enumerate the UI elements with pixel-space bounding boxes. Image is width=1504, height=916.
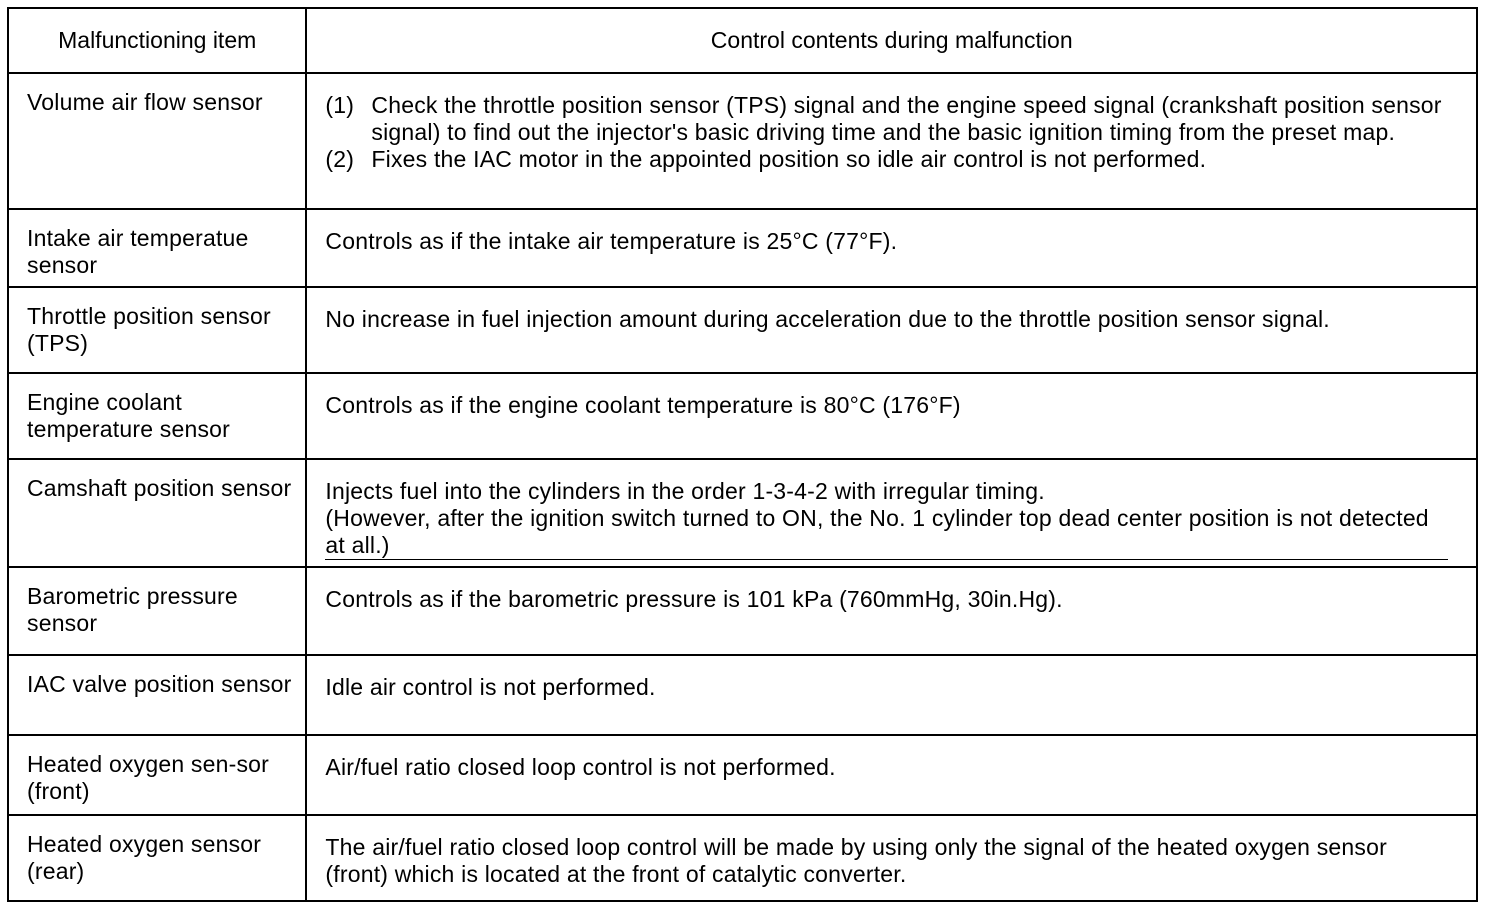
item-cell: Heated oxygen sensor (rear) <box>8 815 306 901</box>
table-row <box>8 287 1477 373</box>
table-row <box>8 815 1477 901</box>
control-cell: Controls as if the barometric pressure is 101 kPa (760mmHg, 30in.Hg). <box>306 567 1477 655</box>
control-list-item <box>325 92 1446 146</box>
list-text: Check the throttle position sensor (TPS) signal and the engine speed signal (crankshaft position sensor signal) to find out the injector's basic driving time and the basic ignition timing from the preset map. <box>371 92 1442 145</box>
item-cell: Volume air flow sensor <box>8 73 306 209</box>
item-cell: IAC valve position sensor <box>8 655 306 735</box>
control-cell <box>306 73 1477 209</box>
control-cell: Air/fuel ratio closed loop control is not performed. <box>306 735 1477 815</box>
control-text: Injects fuel into the cylinders in the order 1-3-4-2 with irregular timing. <box>325 478 1045 504</box>
table-row <box>8 73 1477 209</box>
item-cell: Barometric pressure sensor <box>8 567 306 655</box>
malfunction-control-table <box>7 7 1478 902</box>
table-row <box>8 209 1477 287</box>
list-text: Fixes the IAC motor in the appointed position so idle air control is not performed. <box>371 146 1207 172</box>
item-cell: Camshaft position sensor <box>8 459 306 567</box>
header-malfunctioning-item: Malfunctioning item <box>8 8 306 73</box>
item-cell: Heated oxygen sen-sor (front) <box>8 735 306 815</box>
list-number: (2) <box>325 146 355 172</box>
table-row <box>8 735 1477 815</box>
list-number: (1) <box>325 92 355 118</box>
control-cell: Idle air control is not performed. <box>306 655 1477 735</box>
item-cell: Engine coolant temperature sensor <box>8 373 306 459</box>
table-row <box>8 567 1477 655</box>
control-note: (However, after the ignition switch turned to ON, the No. 1 cylinder top dead center position is not detected at all.) <box>325 505 1448 560</box>
table-row <box>8 459 1477 567</box>
table-row <box>8 655 1477 735</box>
item-cell: Intake air temperatue sensor <box>8 209 306 287</box>
control-cell: Controls as if the engine coolant temperature is 80°C (176°F) <box>306 373 1477 459</box>
table-row <box>8 373 1477 459</box>
control-cell <box>306 459 1477 567</box>
control-cell: The air/fuel ratio closed loop control will be made by using only the signal of the heated oxygen sensor (front) which is located at the front of catalytic converter. <box>306 815 1477 901</box>
control-list-item <box>325 146 1446 173</box>
header-control-contents: Control contents during malfunction <box>306 8 1477 73</box>
control-cell: No increase in fuel injection amount during acceleration due to the throttle position sensor signal. <box>306 287 1477 373</box>
item-cell: Throttle position sensor (TPS) <box>8 287 306 373</box>
control-cell: Controls as if the intake air temperature is 25°C (77°F). <box>306 209 1477 287</box>
table-header-row <box>8 8 1477 73</box>
